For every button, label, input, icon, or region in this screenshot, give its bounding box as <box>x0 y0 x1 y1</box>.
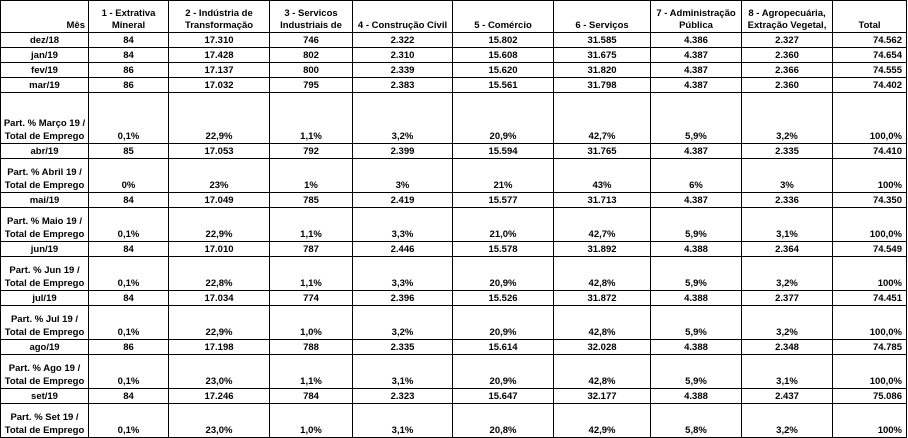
header-cell-mes: Mês <box>1 1 89 33</box>
table-cell: 20,8% <box>453 404 554 438</box>
table-cell: 787 <box>270 242 353 257</box>
table-row-month <box>1 48 907 63</box>
table-cell: 1,1% <box>270 257 353 291</box>
table-cell: 17.010 <box>169 242 270 257</box>
table-cell: 5,9% <box>651 257 742 291</box>
header-cell-construcao: 4 - Construção Civil <box>353 1 453 33</box>
table-cell: 2.437 <box>742 389 833 404</box>
row-label-cell: Part. % Maio 19 / Total de Emprego <box>1 208 89 242</box>
table-cell: 42,7% <box>554 208 651 242</box>
table-cell: 21,0% <box>453 208 554 242</box>
header-row <box>1 1 907 33</box>
table-cell: 802 <box>270 48 353 63</box>
table-cell: 42,8% <box>554 355 651 389</box>
table-row-month <box>1 63 907 78</box>
table-cell: 17.428 <box>169 48 270 63</box>
table-cell: 85 <box>89 144 169 159</box>
row-label-cell: jan/19 <box>1 48 89 63</box>
table-cell: 3,1% <box>742 355 833 389</box>
table-cell: 2.366 <box>742 63 833 78</box>
table-cell: 2.335 <box>353 340 453 355</box>
table-cell: 84 <box>89 389 169 404</box>
table-cell: 2.446 <box>353 242 453 257</box>
table-cell: 4.388 <box>651 340 742 355</box>
table-cell: 31.675 <box>554 48 651 63</box>
table-cell: 42,8% <box>554 257 651 291</box>
table-cell: 3% <box>353 159 453 193</box>
table-cell: 42,8% <box>554 306 651 340</box>
table-row-percentage <box>1 93 907 144</box>
header-cell-total: Total <box>833 1 907 33</box>
row-label-cell: mar/19 <box>1 78 89 93</box>
header-cell-agropecuaria: 8 - Agropecuária, Extração Vegetal, <box>742 1 833 33</box>
table-cell: 5,9% <box>651 306 742 340</box>
table-cell: 2.377 <box>742 291 833 306</box>
header-cell-servicos-industriais: 3 - Servicos Industriais de <box>270 1 353 33</box>
table-cell: 2.399 <box>353 144 453 159</box>
table-cell: 22,8% <box>169 257 270 291</box>
table-cell: 42,9% <box>554 404 651 438</box>
table-cell: 31.798 <box>554 78 651 93</box>
table-cell: 0,1% <box>89 208 169 242</box>
table-cell: 17.049 <box>169 193 270 208</box>
table-cell: 3,1% <box>742 208 833 242</box>
table-row-month <box>1 340 907 355</box>
table-cell: 100% <box>833 159 907 193</box>
table-cell: 20,9% <box>453 257 554 291</box>
table-cell: 17.034 <box>169 291 270 306</box>
table-row-percentage <box>1 208 907 242</box>
table-cell: 5,9% <box>651 93 742 144</box>
table-cell: 22,9% <box>169 208 270 242</box>
table-cell: 3,1% <box>353 355 453 389</box>
table-cell: 84 <box>89 291 169 306</box>
table-cell: 32.177 <box>554 389 651 404</box>
header-cell-industria: 2 - Indústria de Transformação <box>169 1 270 33</box>
table-cell: 3,3% <box>353 257 453 291</box>
table-cell: 74.350 <box>833 193 907 208</box>
table-cell: 2.383 <box>353 78 453 93</box>
table-cell: 6% <box>651 159 742 193</box>
table-cell: 785 <box>270 193 353 208</box>
table-row-month <box>1 144 907 159</box>
table-cell: 1,0% <box>270 306 353 340</box>
table-cell: 0,1% <box>89 306 169 340</box>
table-cell: 0,1% <box>89 355 169 389</box>
table-row-percentage <box>1 306 907 340</box>
table-cell: 74.549 <box>833 242 907 257</box>
table-cell: 2.360 <box>742 48 833 63</box>
table-cell: 3,2% <box>353 93 453 144</box>
table-cell: 15.594 <box>453 144 554 159</box>
table-cell: 84 <box>89 33 169 48</box>
table-row-month <box>1 193 907 208</box>
row-label-cell: abr/19 <box>1 144 89 159</box>
table-cell: 74.654 <box>833 48 907 63</box>
row-label-cell: Part. % Set 19 / Total de Emprego <box>1 404 89 438</box>
table-cell: 43% <box>554 159 651 193</box>
table-cell: 800 <box>270 63 353 78</box>
table-cell: 31.892 <box>554 242 651 257</box>
table-cell: 4.387 <box>651 48 742 63</box>
table-cell: 17.310 <box>169 33 270 48</box>
table-cell: 74.785 <box>833 340 907 355</box>
table-cell: 17.137 <box>169 63 270 78</box>
table-cell: 3,2% <box>742 306 833 340</box>
table-cell: 32.028 <box>554 340 651 355</box>
table-cell: 22,9% <box>169 306 270 340</box>
table-cell: 42,7% <box>554 93 651 144</box>
table-cell: 3,2% <box>742 93 833 144</box>
table-row-month <box>1 291 907 306</box>
table-cell: 784 <box>270 389 353 404</box>
table-cell: 84 <box>89 48 169 63</box>
table-cell: 3% <box>742 159 833 193</box>
table-cell: 0,1% <box>89 93 169 144</box>
table-cell: 774 <box>270 291 353 306</box>
row-label-cell: mai/19 <box>1 193 89 208</box>
table-cell: 4.388 <box>651 291 742 306</box>
table-cell: 17.032 <box>169 78 270 93</box>
table-cell: 100,0% <box>833 306 907 340</box>
table-row-percentage <box>1 355 907 389</box>
table-cell: 15.526 <box>453 291 554 306</box>
table-cell: 1,1% <box>270 93 353 144</box>
table-cell: 75.086 <box>833 389 907 404</box>
table-cell: 2.323 <box>353 389 453 404</box>
table-cell: 795 <box>270 78 353 93</box>
table-row-month <box>1 389 907 404</box>
table-cell: 1,1% <box>270 208 353 242</box>
header-cell-administracao: 7 - Administração Pública <box>651 1 742 33</box>
table-cell: 2.348 <box>742 340 833 355</box>
table-cell: 5,9% <box>651 355 742 389</box>
table-cell: 31.820 <box>554 63 651 78</box>
table-cell: 100% <box>833 257 907 291</box>
table-cell: 15.578 <box>453 242 554 257</box>
table-cell: 15.608 <box>453 48 554 63</box>
table-cell: 788 <box>270 340 353 355</box>
table-cell: 4.388 <box>651 389 742 404</box>
table-cell: 74.402 <box>833 78 907 93</box>
table-cell: 21% <box>453 159 554 193</box>
header-cell-comercio: 5 - Comércio <box>453 1 554 33</box>
row-label-cell: set/19 <box>1 389 89 404</box>
table-cell: 17.198 <box>169 340 270 355</box>
table-cell: 74.562 <box>833 33 907 48</box>
table-cell: 23,0% <box>169 355 270 389</box>
table-cell: 2.335 <box>742 144 833 159</box>
table-cell: 4.387 <box>651 63 742 78</box>
row-label-cell: Part. % Jul 19 / Total de Emprego <box>1 306 89 340</box>
table-cell: 20,9% <box>453 355 554 389</box>
table-cell: 100,0% <box>833 355 907 389</box>
row-label-cell: jul/19 <box>1 291 89 306</box>
table-cell: 2.396 <box>353 291 453 306</box>
table-cell: 15.620 <box>453 63 554 78</box>
table-cell: 5,8% <box>651 404 742 438</box>
table-row-month <box>1 242 907 257</box>
table-cell: 31.713 <box>554 193 651 208</box>
table-cell: 2.327 <box>742 33 833 48</box>
table-cell: 0,1% <box>89 404 169 438</box>
table-cell: 2.339 <box>353 63 453 78</box>
table-cell: 74.555 <box>833 63 907 78</box>
table-cell: 86 <box>89 340 169 355</box>
table-cell: 3,2% <box>742 257 833 291</box>
table-cell: 1,0% <box>270 404 353 438</box>
table-cell: 1,1% <box>270 355 353 389</box>
table-cell: 20,9% <box>453 306 554 340</box>
table-cell: 3,3% <box>353 208 453 242</box>
table-cell: 74.451 <box>833 291 907 306</box>
table-cell: 22,9% <box>169 93 270 144</box>
row-label-cell: Part. % Abril 19 / Total de Emprego <box>1 159 89 193</box>
table-cell: 2.322 <box>353 33 453 48</box>
row-label-cell: Part. % Ago 19 / Total de Emprego <box>1 355 89 389</box>
table-cell: 2.364 <box>742 242 833 257</box>
table-cell: 1% <box>270 159 353 193</box>
table-row-month <box>1 78 907 93</box>
table-cell: 17.053 <box>169 144 270 159</box>
table-cell: 0% <box>89 159 169 193</box>
table-cell: 5,9% <box>651 208 742 242</box>
table-cell: 15.802 <box>453 33 554 48</box>
table-cell: 23,0% <box>169 404 270 438</box>
header-cell-extrativa: 1 - Extrativa Mineral <box>89 1 169 33</box>
table-cell: 31.765 <box>554 144 651 159</box>
table-cell: 23% <box>169 159 270 193</box>
table-cell: 100,0% <box>833 93 907 144</box>
table-cell: 4.387 <box>651 193 742 208</box>
table-cell: 2.360 <box>742 78 833 93</box>
table-cell: 84 <box>89 193 169 208</box>
table-cell: 15.577 <box>453 193 554 208</box>
header-cell-servicos: 6 - Serviços <box>554 1 651 33</box>
table-cell: 86 <box>89 78 169 93</box>
row-label-cell: fev/19 <box>1 63 89 78</box>
table-cell: 31.872 <box>554 291 651 306</box>
table-cell: 4.388 <box>651 242 742 257</box>
table-cell: 0,1% <box>89 257 169 291</box>
table-cell: 746 <box>270 33 353 48</box>
table-cell: 4.387 <box>651 144 742 159</box>
table-cell: 20,9% <box>453 93 554 144</box>
table-cell: 4.386 <box>651 33 742 48</box>
table-row-percentage <box>1 159 907 193</box>
table-cell: 86 <box>89 63 169 78</box>
table-body <box>1 33 907 438</box>
table-cell: 15.561 <box>453 78 554 93</box>
table-cell: 3,2% <box>353 306 453 340</box>
table-cell: 792 <box>270 144 353 159</box>
table-cell: 4.387 <box>651 78 742 93</box>
row-label-cell: Part. % Jun 19 / Total de Emprego <box>1 257 89 291</box>
row-label-cell: ago/19 <box>1 340 89 355</box>
table-cell: 2.310 <box>353 48 453 63</box>
table-cell: 17.246 <box>169 389 270 404</box>
table-cell: 31.585 <box>554 33 651 48</box>
table-cell: 100% <box>833 404 907 438</box>
row-label-cell: Part. % Março 19 / Total de Emprego <box>1 93 89 144</box>
table-cell: 3,1% <box>353 404 453 438</box>
table-row-percentage <box>1 257 907 291</box>
table-cell: 100,0% <box>833 208 907 242</box>
table-row-month <box>1 33 907 48</box>
table-cell: 74.410 <box>833 144 907 159</box>
row-label-cell: jun/19 <box>1 242 89 257</box>
table-cell: 2.419 <box>353 193 453 208</box>
table-cell: 15.614 <box>453 340 554 355</box>
table-cell: 15.647 <box>453 389 554 404</box>
table-cell: 3,2% <box>742 404 833 438</box>
table-cell: 2.336 <box>742 193 833 208</box>
row-label-cell: dez/18 <box>1 33 89 48</box>
table-cell: 84 <box>89 242 169 257</box>
